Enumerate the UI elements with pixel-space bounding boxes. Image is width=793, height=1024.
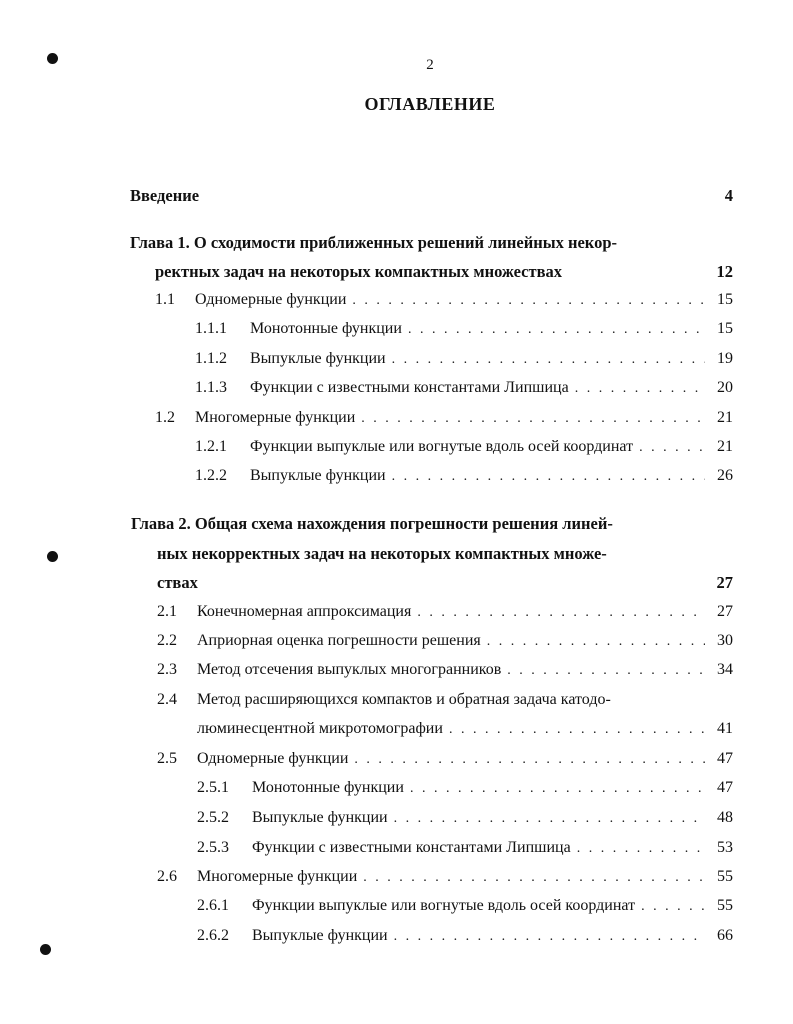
- toc-entry-2-5[interactable]: 2.5 Одномерные функции . . . 47: [157, 750, 733, 768]
- dot-leader: [575, 379, 705, 397]
- toc-entry-2-6-2[interactable]: 2.6.2 Выпуклые функции . . . 66: [197, 927, 733, 945]
- dot-leader: [392, 350, 705, 368]
- chapter1-heading-line1[interactable]: Глава 1. О сходимости приближенных решений линейных некор-: [130, 233, 618, 252]
- dot-leader: [363, 868, 705, 886]
- dot-leader: [641, 897, 705, 915]
- dot-leader: [392, 467, 705, 485]
- dot-leader: [394, 809, 705, 827]
- dot-leader: [577, 839, 705, 857]
- dot-leader: [352, 291, 705, 309]
- page-title: ОГЛАВЛЕНИЕ: [364, 94, 496, 114]
- dot-leader: [354, 750, 705, 768]
- chapter1-heading-text: ректных задач на некоторых компактных множествах: [155, 262, 563, 281]
- toc-entry-1-2-1[interactable]: 1.2.1 Функции выпуклые или вогнутые вдоль осей координат . . . 21: [195, 438, 733, 456]
- toc-entry-2-4-line2[interactable]: люминесцентной микротомографии . . . 41: [197, 720, 733, 738]
- toc-intro-label: Введение: [130, 186, 200, 205]
- toc-entry-2-5-2[interactable]: 2.5.2 Выпуклые функции . . . 48: [197, 809, 733, 827]
- dot-leader: [487, 632, 705, 650]
- chapter1-heading-line2[interactable]: [155, 262, 733, 282]
- toc-entry-2-5-1[interactable]: 2.5.1 Монотонные функции . . . 47: [197, 779, 733, 797]
- dot-leader: [394, 927, 705, 945]
- toc-entry-1-1-3[interactable]: 1.1.3 Функции с известными константами Липшица . . . 20: [195, 379, 733, 397]
- toc-entry-1-2-2[interactable]: 1.2.2 Выпуклые функции . . . 26: [195, 467, 733, 485]
- toc-entry-2-6-1[interactable]: 2.6.1 Функции выпуклые или вогнутые вдоль осей координат . . . 55: [197, 897, 733, 915]
- dot-leader: [408, 320, 705, 338]
- toc-entry-1-1-2[interactable]: 1.1.2 Выпуклые функции . . . 19: [195, 350, 733, 368]
- page-number: 2: [426, 57, 434, 73]
- chapter2-heading-line3[interactable]: [157, 573, 733, 593]
- toc-entry-1-2[interactable]: 1.2 Многомерные функции . . . 21: [155, 409, 733, 427]
- dot-leader: [417, 603, 705, 621]
- dot-leader: [410, 779, 705, 797]
- chapter2-heading-line2[interactable]: ных некорректных задач на некоторых компактных множе-: [157, 544, 607, 563]
- chapter2-heading-text: ствах: [157, 573, 198, 592]
- dot-leader: [361, 409, 705, 427]
- toc-entry-2-2[interactable]: 2.2 Априорная оценка погрешности решения . . . 30: [157, 632, 733, 650]
- binding-hole-middle: [47, 551, 58, 562]
- dot-leader: [449, 720, 705, 738]
- toc-entry-2-5-3[interactable]: 2.5.3 Функции с известными константами Липшица . . . 53: [197, 839, 733, 857]
- dot-leader: [639, 438, 705, 456]
- chapter2-page: 27: [716, 573, 733, 592]
- chapter2-heading-line1[interactable]: Глава 2. Общая схема нахождения погрешности решения линей-: [131, 514, 613, 533]
- toc-entry-1-1[interactable]: 1.1 Одномерные функции . . . 15: [155, 291, 733, 309]
- dot-leader: [507, 661, 705, 679]
- toc-entry-2-1[interactable]: 2.1 Конечномерная аппроксимация . . . 27: [157, 603, 733, 621]
- toc-intro[interactable]: [130, 186, 733, 206]
- toc-entry-2-4-line1[interactable]: 2.4 Метод расширяющихся компактов и обратная задача катодо-: [157, 691, 611, 708]
- toc-entry-2-3[interactable]: 2.3 Метод отсечения выпуклых многогранников . . . 34: [157, 661, 733, 679]
- toc-intro-page: 4: [724, 186, 733, 205]
- binding-hole-bottom: [40, 944, 51, 955]
- toc-entry-2-6[interactable]: 2.6 Многомерные функции . . . 55: [157, 868, 733, 886]
- chapter1-page: 12: [716, 262, 733, 281]
- toc-entry-1-1-1[interactable]: 1.1.1 Монотонные функции . . . 15: [195, 320, 733, 338]
